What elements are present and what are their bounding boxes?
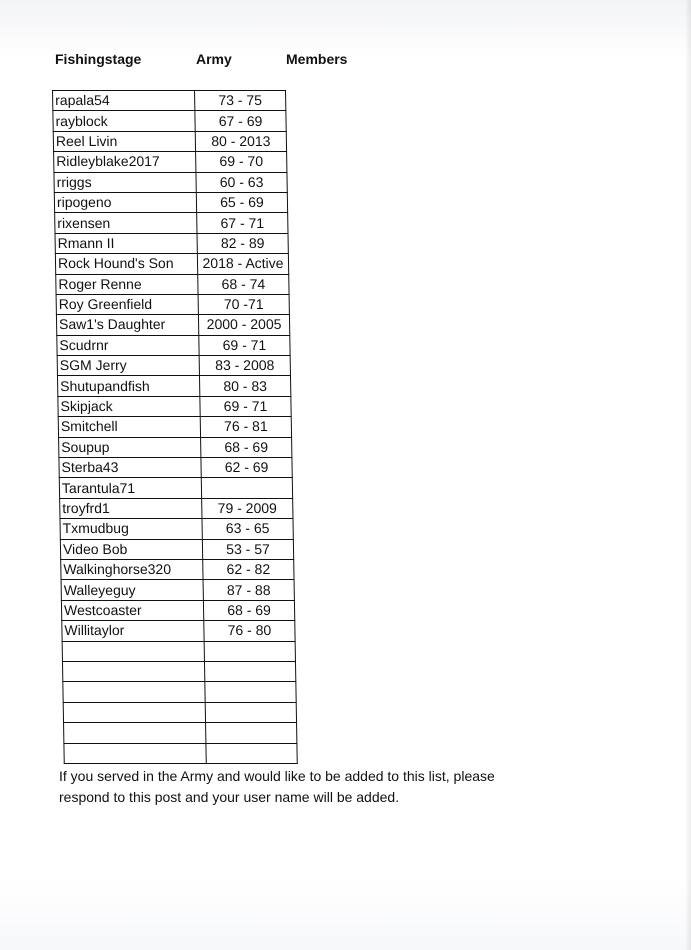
- service-years-cell: [205, 682, 296, 702]
- member-name-cell: [62, 641, 204, 661]
- table-row: [64, 743, 297, 763]
- member-name-cell: Roger Renne: [56, 274, 198, 294]
- table-row: [61, 600, 294, 620]
- service-years-cell: [206, 743, 297, 763]
- member-name-cell: rayblock: [53, 111, 195, 131]
- table-row: [54, 172, 287, 192]
- member-name-cell: Skipjack: [58, 396, 200, 416]
- table-row: [63, 702, 296, 722]
- header-members: Members: [286, 51, 348, 67]
- service-years-cell: 82 - 89: [197, 233, 288, 253]
- table-row: [53, 91, 286, 111]
- page-edge-shadow: [685, 0, 691, 950]
- members-table-wrapper: [52, 90, 298, 764]
- table-row: [57, 376, 290, 396]
- footer-line-1: If you served in the Army and would like to be added to this list, please: [59, 768, 495, 784]
- table-row: [58, 417, 291, 437]
- service-years-cell: 68 - 74: [198, 274, 289, 294]
- member-name-cell: ripogeno: [54, 192, 196, 212]
- service-years-cell: 80 - 83: [199, 376, 290, 396]
- member-name-cell: Willitaylor: [62, 621, 204, 641]
- service-years-cell: 83 - 2008: [199, 356, 290, 376]
- member-name-cell: rapala54: [53, 91, 195, 111]
- table-row: [57, 335, 290, 355]
- table-row: [56, 315, 289, 335]
- table-row: [58, 396, 291, 416]
- table-row: [56, 274, 289, 294]
- table-row: [55, 254, 288, 274]
- member-name-cell: Soupup: [59, 437, 201, 457]
- member-name-cell: Roy Greenfield: [56, 294, 198, 314]
- table-row: [62, 641, 295, 661]
- footer-note: [59, 766, 519, 808]
- table-row: [59, 437, 292, 457]
- member-name-cell: Rock Hound's Son: [55, 254, 197, 274]
- service-years-cell: [205, 702, 296, 722]
- member-name-cell: [62, 661, 204, 681]
- member-name-cell: Walleyeguy: [61, 580, 203, 600]
- member-name-cell: rriggs: [54, 172, 196, 192]
- header-army: Army: [196, 51, 232, 67]
- member-name-cell: Rmann II: [55, 233, 197, 253]
- members-table: [52, 90, 298, 764]
- service-years-cell: 68 - 69: [203, 600, 294, 620]
- member-name-cell: Video Bob: [60, 539, 202, 559]
- service-years-cell: 2018 - Active: [197, 254, 288, 274]
- member-name-cell: [64, 723, 206, 743]
- table-row: [61, 580, 294, 600]
- service-years-cell: 70 -71: [198, 294, 289, 314]
- service-years-cell: 69 - 71: [200, 396, 291, 416]
- table-row: [60, 539, 293, 559]
- service-years-cell: 65 - 69: [196, 192, 287, 212]
- service-years-cell: 76 - 80: [204, 621, 295, 641]
- member-name-cell: Scudrnr: [57, 335, 199, 355]
- table-row: [62, 661, 295, 681]
- table-row: [60, 519, 293, 539]
- service-years-cell: 87 - 88: [203, 580, 294, 600]
- member-name-cell: Shutupandfish: [57, 376, 199, 396]
- service-years-cell: 53 - 57: [202, 539, 293, 559]
- member-name-cell: [63, 682, 205, 702]
- member-name-cell: Reel Livin: [53, 131, 195, 151]
- table-row: [54, 152, 287, 172]
- member-name-cell: Walkinghorse320: [61, 559, 203, 579]
- service-years-cell: [206, 723, 297, 743]
- service-years-cell: 63 - 65: [202, 519, 293, 539]
- service-years-cell: 69 - 70: [196, 152, 287, 172]
- member-name-cell: Ridleyblake2017: [54, 152, 196, 172]
- member-name-cell: [63, 702, 205, 722]
- table-row: [54, 192, 287, 212]
- table-row: [62, 621, 295, 641]
- member-name-cell: Sterba43: [59, 458, 201, 478]
- service-years-cell: 60 - 63: [196, 172, 287, 192]
- table-row: [55, 213, 288, 233]
- table-row: [53, 111, 286, 131]
- service-years-cell: 67 - 71: [197, 213, 288, 233]
- member-name-cell: Saw1's Daughter: [56, 315, 198, 335]
- member-name-cell: [64, 743, 206, 763]
- members-table-body: [53, 91, 298, 764]
- footer-line-2: respond to this post and your user name will be added.: [59, 789, 400, 805]
- table-row: [55, 233, 288, 253]
- member-name-cell: rixensen: [55, 213, 197, 233]
- service-years-cell: 80 - 2013: [195, 131, 286, 151]
- table-row: [64, 723, 297, 743]
- table-row: [56, 294, 289, 314]
- member-name-cell: troyfrd1: [60, 498, 202, 518]
- header-fishingstage: Fishingstage: [55, 51, 142, 67]
- service-years-cell: [204, 641, 295, 661]
- table-row: [60, 498, 293, 518]
- member-name-cell: Tarantula71: [59, 478, 201, 498]
- service-years-cell: 62 - 69: [201, 458, 292, 478]
- table-row: [53, 131, 286, 151]
- service-years-cell: 2000 - 2005: [198, 315, 289, 335]
- member-name-cell: Smitchell: [58, 417, 200, 437]
- table-row: [61, 559, 294, 579]
- service-years-cell: [201, 478, 292, 498]
- service-years-cell: 67 - 69: [195, 111, 286, 131]
- table-row: [57, 356, 290, 376]
- member-name-cell: SGM Jerry: [57, 356, 199, 376]
- service-years-cell: 76 - 81: [200, 417, 291, 437]
- service-years-cell: 68 - 69: [201, 437, 292, 457]
- member-name-cell: Westcoaster: [61, 600, 203, 620]
- table-row: [63, 682, 296, 702]
- service-years-cell: 62 - 82: [203, 559, 294, 579]
- table-row: [59, 478, 292, 498]
- service-years-cell: 69 - 71: [199, 335, 290, 355]
- service-years-cell: 79 - 2009: [202, 498, 293, 518]
- member-name-cell: Txmudbug: [60, 519, 202, 539]
- service-years-cell: 73 - 75: [195, 91, 286, 111]
- service-years-cell: [204, 661, 295, 681]
- table-row: [59, 458, 292, 478]
